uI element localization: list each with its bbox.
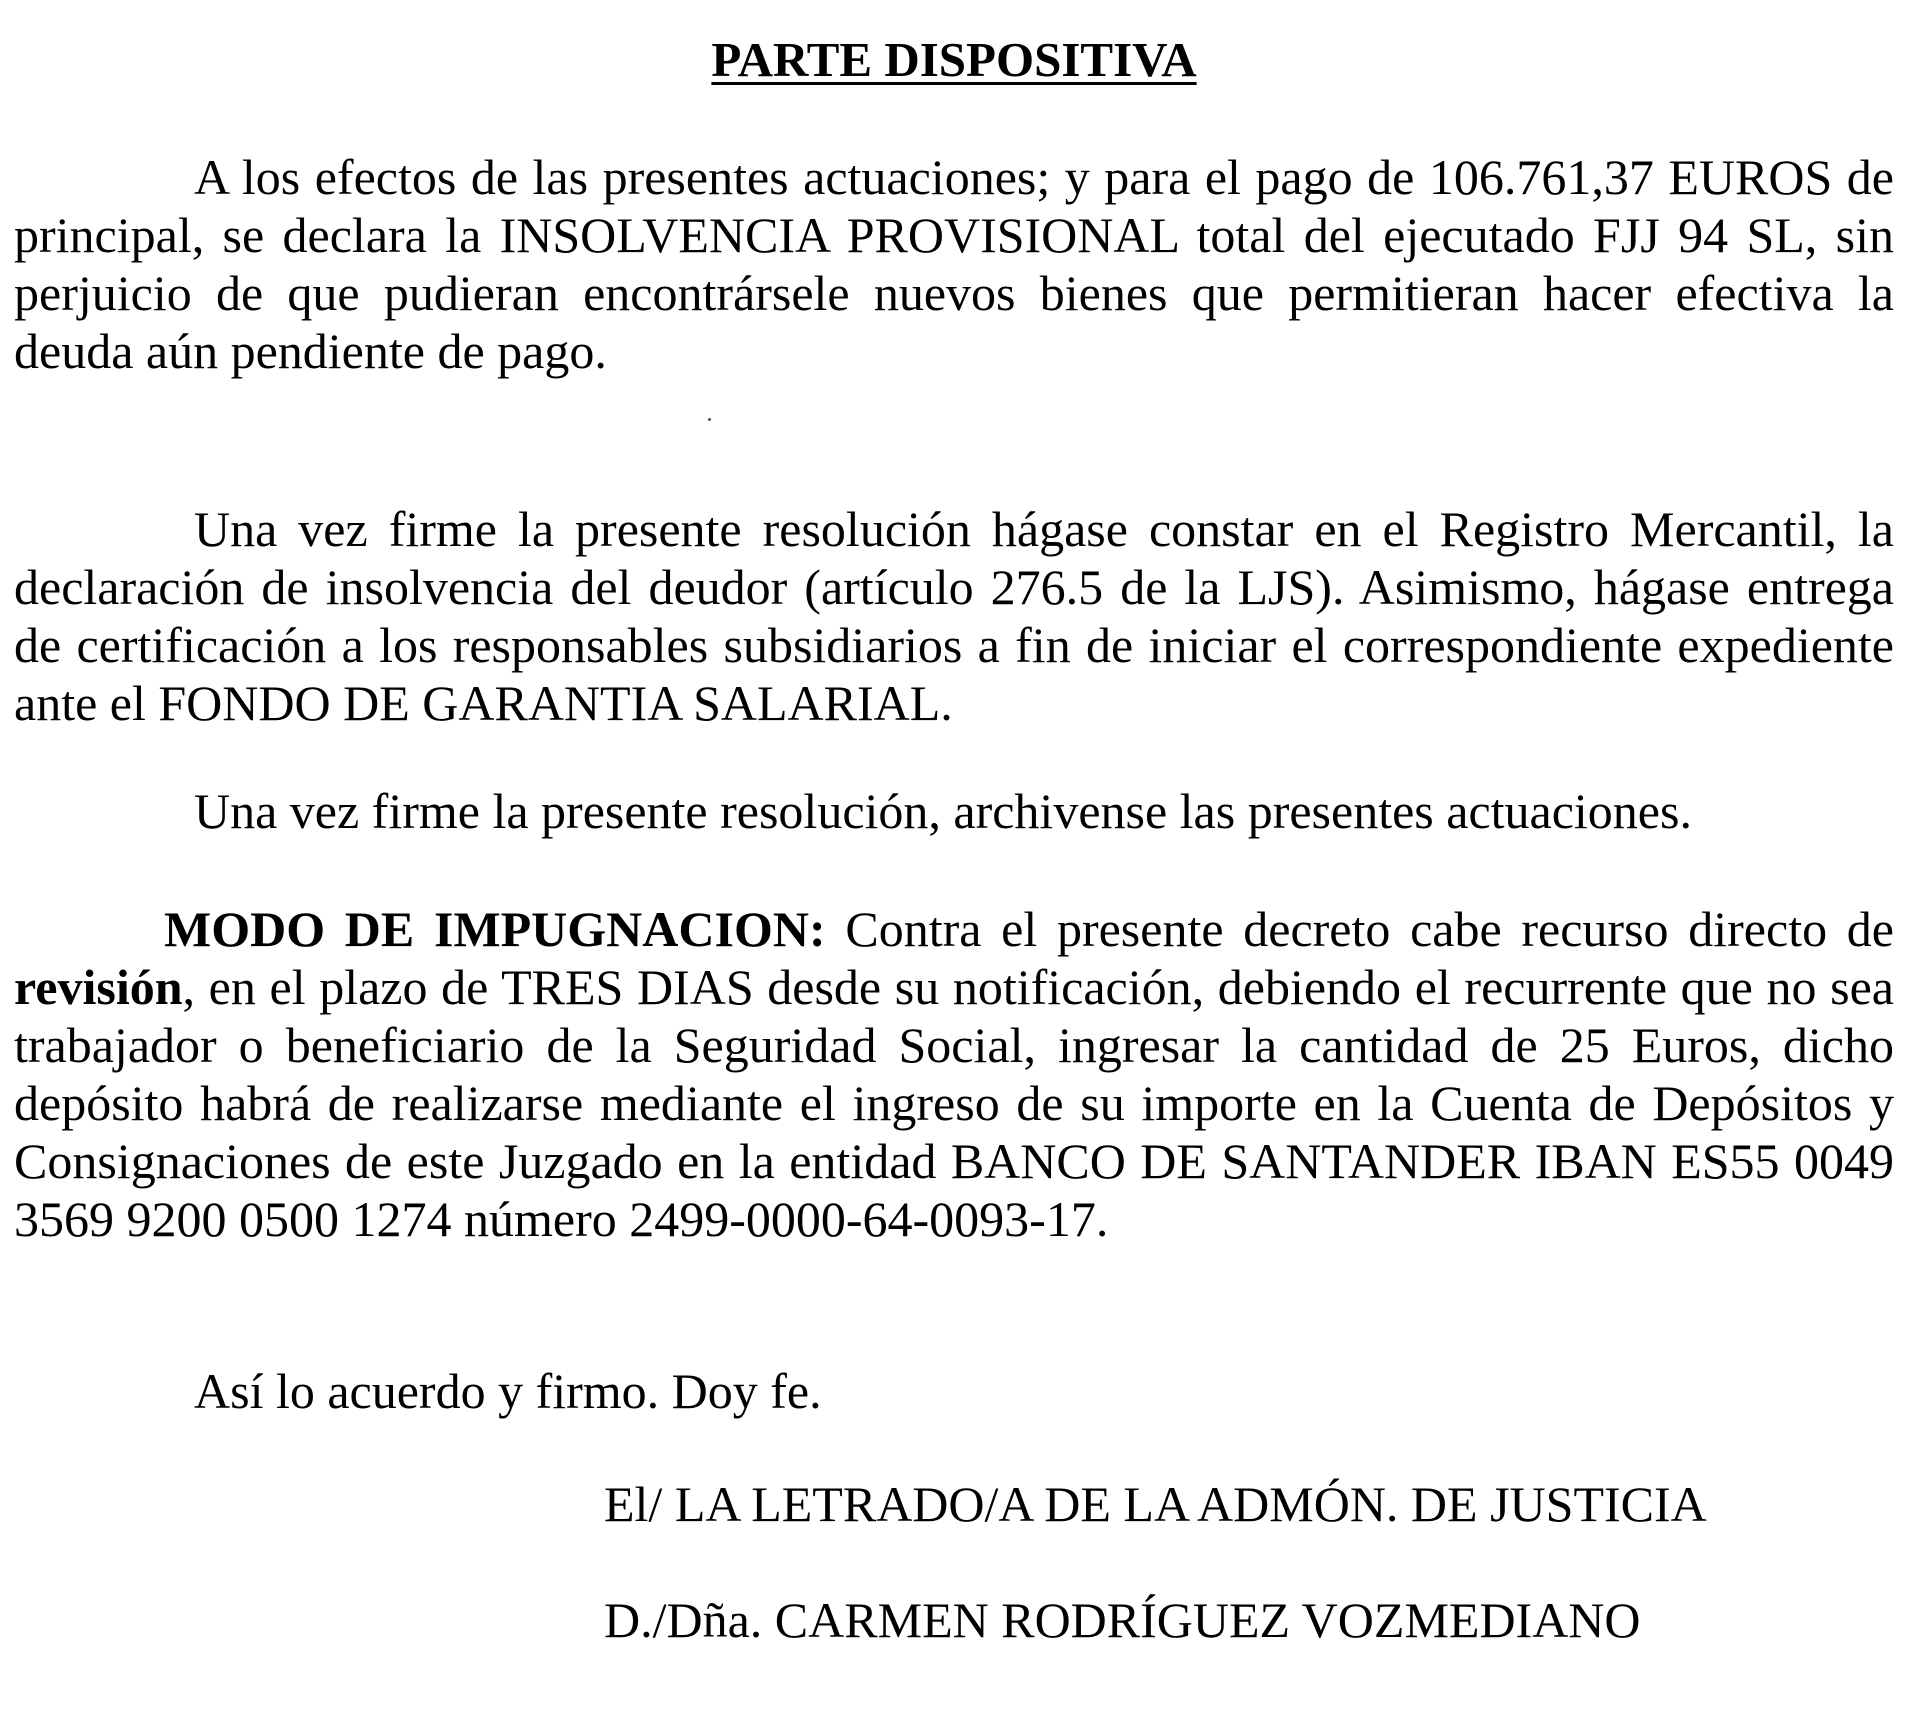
impugnacion-bold-word: revisión (14, 959, 183, 1015)
impugnacion-heading: MODO DE IMPUGNACION: (164, 901, 826, 957)
impugnacion-text-b: , en el plazo de TRES DIAS desde su notificación, debiendo el recurrente que no sea trabajador o beneficiario de la Seguridad Social, ingresar la cantidad de 25 Euros, dicho depósito habrá de realizarse mediante el ingreso de su importe en la Cuenta de Depósitos y Consignaciones de este Juzgado en la entidad BANCO DE SANTANDER IBAN ES55 0049 3569 9200 0500 1274 número 2499-0000-64-0093-17. (14, 959, 1894, 1247)
scan-speck (708, 418, 711, 421)
paragraph-modo-impugnacion (14, 900, 1894, 1248)
paragraph-registro-mercantil: Una vez firme la presente resolución hágase constar en el Registro Mercantil, la declaración de insolvencia del deudor (artículo 276.5 de la LJS). Asimismo, hágase entrega de certificación a los responsables subsidiarios a fin de iniciar el correspondiente expediente ante el FONDO DE GARANTIA SALARIAL. (14, 501, 1894, 731)
impugnacion-text-a: Contra el presente decreto cabe recurso directo de (825, 901, 1894, 957)
paragraph-insolvencia: A los efectos de las presentes actuaciones; y para el pago de 106.761,37 EUROS de principal, se declara la INSOLVENCIA PROVISIONAL total del ejecutado FJJ 94 SL, sin perjuicio de que pudieran encontrársele nuevos bienes que permitieran hacer efectiva la deuda aún pendiente de pago. (14, 149, 1894, 379)
signature-name: D./Dña. CARMEN RODRÍGUEZ VOZMEDIANO (604, 1592, 1641, 1648)
document-title: PARTE DISPOSITIVA (711, 32, 1197, 87)
signature-title: El/ LA LETRADO/A DE LA ADMÓN. DE JUSTICIA (604, 1476, 1707, 1532)
paragraph-archivo: Una vez firme la presente resolución, archivense las presentes actuaciones. (194, 783, 1692, 839)
closing-line: Así lo acuerdo y firmo. Doy fe. (194, 1363, 822, 1419)
